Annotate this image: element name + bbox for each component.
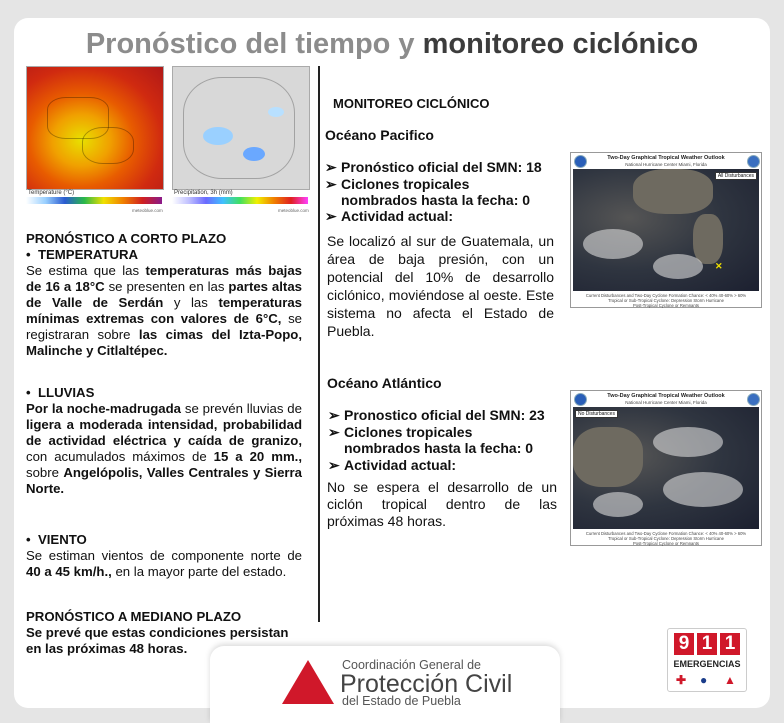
temperatura-text: Se estima que las temperaturas más bajas de 16 a 18°C se presenten en las partes altas de Valle de Serdán y las temperaturas mínimas extremas con valores de 6°C, se registraran sobre las cimas del Izta-Popo, Malinche y Citlaltépec. [26, 263, 303, 358]
cross-icon: ✚ [676, 673, 687, 687]
police-icon: ● [700, 673, 708, 687]
atlantic-bullet-named: ➢ Ciclones tropicales nombrados hasta la fecha: 0 [328, 424, 534, 456]
pacific-bullet-activity: ➢ Actividad actual: [325, 208, 454, 224]
atlantic-image-legend: Current Disturbances and Two-Day Cyclone Formation Chance: < 40% 40-60% > 60% Tropical or Sub-Tropical Cyclone: Depression Storm Hurricane Post-Tropical Cyclone or Remnants [585, 531, 747, 546]
atlantic-image-tag: No Disturbances [575, 410, 618, 418]
digit-1b: 1 [720, 633, 740, 655]
atlantic-bullet-forecast: ➢ Pronostico oficial del SMN: 23 [328, 407, 545, 423]
temperature-map-label: Temperature (°C) [28, 190, 75, 196]
precipitation-map-credit: meteoblue.com [278, 208, 309, 213]
pacific-bullet-forecast: ➢ Pronóstico oficial del SMN: 18 [325, 159, 542, 175]
lluvias-text: Por la noche-madrugada se prevén lluvias de ligera a moderada intensidad, probabilidad de actividad eléctrica y caída de granizo, con acumulados máximos de 15 a 20 mm., sobre Angelópolis, Valles Centrales y Sierra Norte. [26, 401, 302, 496]
lluvias-section [26, 385, 302, 497]
pacific-image-tag: All Disturbances [715, 172, 757, 180]
pacific-image-legend: Current Disturbances and Two-Day Cyclone Formation Chance: < 40% 40-60% > 60% Tropical or Sub-Tropical Cyclone: Depression Storm Hurricane Post-Tropical Cyclone or Remnants [585, 293, 747, 308]
pacific-image-title: Two-Day Graphical Tropical Weather Outlook [607, 155, 725, 161]
column-divider [318, 66, 320, 622]
short-term-heading: PRONÓSTICO A CORTO PLAZO [26, 231, 227, 246]
mid-term-heading: PRONÓSTICO A MEDIANO PLAZO [26, 609, 242, 624]
mid-term-text: Se prevé que estas condiciones persistan en las próximas 48 horas. [26, 625, 289, 656]
atlantic-title: Océano Atlántico [327, 375, 442, 391]
page-title [0, 28, 784, 61]
digit-9: 9 [674, 633, 694, 655]
short-term-section [26, 231, 302, 359]
emergency-label: EMERGENCIAS [673, 659, 741, 669]
pacific-satellite [573, 169, 759, 291]
org-line-2: Protección Civil [340, 670, 513, 698]
atlantic-satellite [573, 407, 759, 529]
disturbance-x-icon: ✕ [715, 261, 723, 271]
proteccion-civil-logo-icon [282, 660, 334, 704]
org-line-3: del Estado de Puebla [342, 694, 461, 708]
precipitation-map [172, 66, 310, 190]
title-part-1: Pronóstico del tiempo y [85, 28, 415, 60]
fire-icon: ▲ [724, 673, 736, 687]
atlantic-image-subtitle: National Hurricane Center Miami, Florida [625, 400, 707, 405]
temperature-legend [26, 197, 162, 204]
atlantic-bullet-activity: ➢ Actividad actual: [328, 457, 457, 473]
pacific-body: Se localizó al sur de Guatemala, un área de baja presión, con un potencial del 10% de desarrollo ciclónico, moviéndose al oeste. Este sistema no afecta el Estado de Puebla. [327, 233, 554, 339]
atlantic-outlook-image [570, 390, 762, 546]
atlantic-body: No se espera el desarrollo de un ciclón tropical dentro de las próximas 48 horas. [327, 479, 557, 529]
pacific-image-subtitle: National Hurricane Center Miami, Florida [625, 162, 707, 167]
viento-text: Se estiman vientos de componente norte de 40 a 45 km/h., en la mayor parte del estado. [26, 548, 302, 579]
temperature-map-credit: meteoblue.com [132, 208, 163, 213]
lluvias-label: • LLUVIAS [26, 385, 95, 400]
pacific-outlook-image [570, 152, 762, 308]
org-line-1: Coordinación General de [342, 658, 481, 672]
viento-section [26, 532, 302, 580]
pacific-title: Océano Pacifico [325, 127, 434, 143]
temperature-map [26, 66, 164, 190]
precipitation-legend [172, 197, 308, 204]
viento-label: • VIENTO [26, 532, 87, 547]
pacific-bullet-named: ➢ Ciclones tropicales nombrados hasta la fecha: 0 [325, 176, 531, 208]
precipitation-map-label: Precipitation, 3h (mm) [174, 190, 233, 196]
digit-1: 1 [697, 633, 717, 655]
monitoring-heading: MONITOREO CICLÓNICO [333, 96, 490, 111]
atlantic-image-title: Two-Day Graphical Tropical Weather Outlook [607, 393, 725, 399]
mid-term-section [26, 609, 302, 657]
title-part-2: monitoreo ciclónico [422, 28, 699, 60]
temperatura-label: • TEMPERATURA [26, 247, 139, 262]
emergency-911-logo [667, 628, 747, 692]
